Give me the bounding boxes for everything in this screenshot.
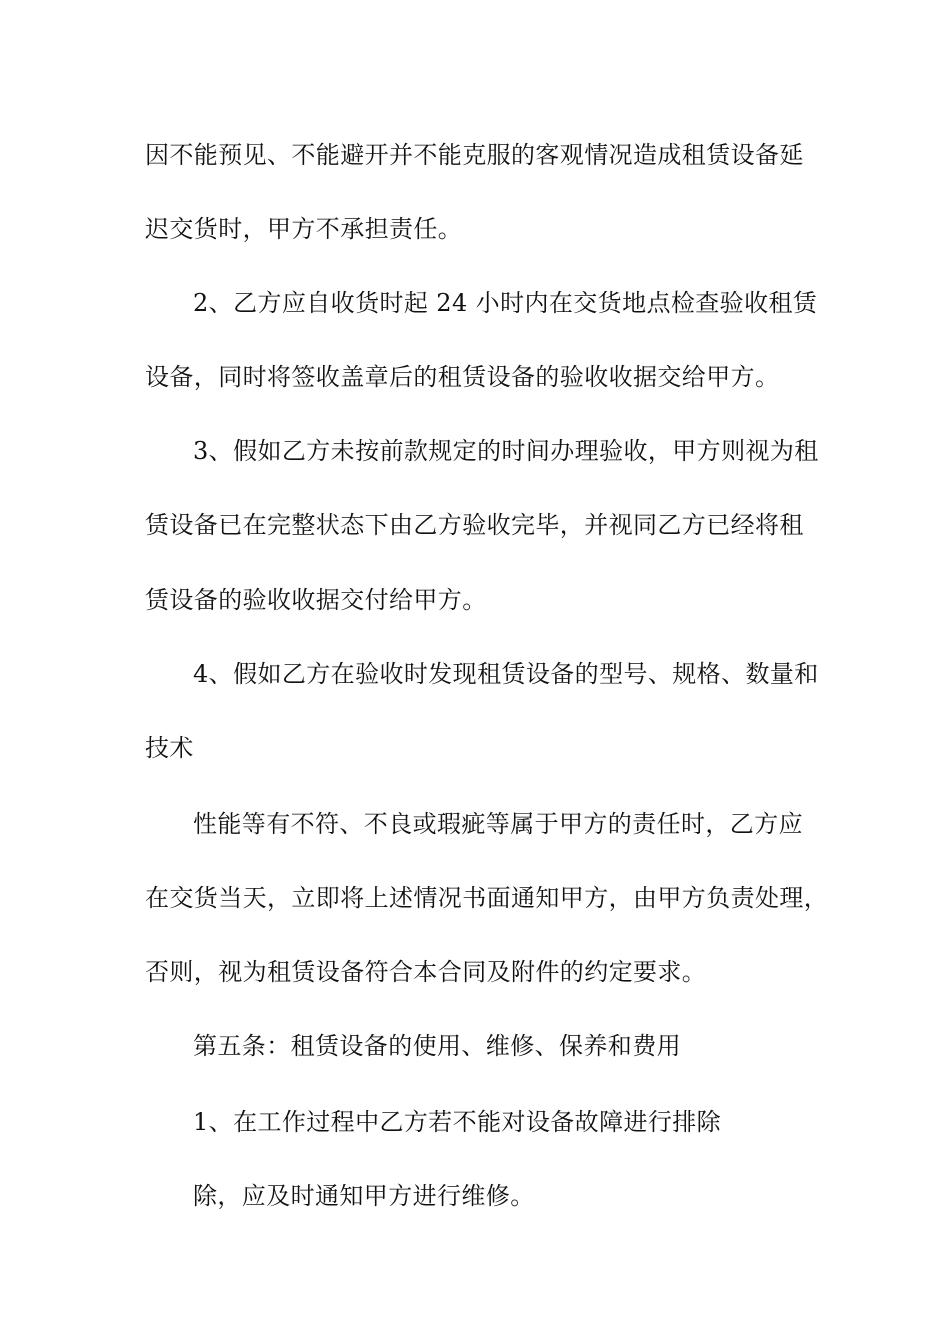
text-line: 性能等有不符、不良或瑕疵等属于甲方的责任时，乙方应	[193, 810, 803, 838]
text-line: 4、假如乙方在验收时发现租赁设备的型号、规格、数量和	[193, 660, 819, 688]
text-line: 赁设备已在完整状态下由乙方验收完毕，并视同乙方已经将租	[145, 511, 804, 539]
section-heading: 第五条：租赁设备的使用、维修、保养和费用	[193, 1032, 681, 1060]
text-line: 3、假如乙方未按前款规定的时间办理验收，甲方则视为租	[193, 437, 819, 465]
text-line: 设备，同时将签收盖章后的租赁设备的验收收据交给甲方。	[145, 363, 780, 391]
text-line: 因不能预见、不能避开并不能克服的客观情况造成租赁设备延	[145, 141, 804, 169]
text-line: 否则，视为租赁设备符合本合同及附件的约定要求。	[145, 958, 707, 986]
text-line: 1、在工作过程中乙方若不能对设备故障进行排除	[193, 1108, 722, 1136]
text-line: 技术	[145, 734, 194, 762]
text-line: 在交货当天，立即将上述情况书面通知甲方，由甲方负责处理，	[145, 884, 829, 912]
text-line: 2、乙方应自收货时起 24 小时内在交货地点检查验收租赁	[193, 289, 818, 317]
text-line: 除，应及时通知甲方进行维修。	[193, 1182, 535, 1210]
text-line: 赁设备的验收收据交付给甲方。	[145, 586, 487, 614]
text-line: 迟交货时，甲方不承担责任。	[145, 215, 463, 243]
